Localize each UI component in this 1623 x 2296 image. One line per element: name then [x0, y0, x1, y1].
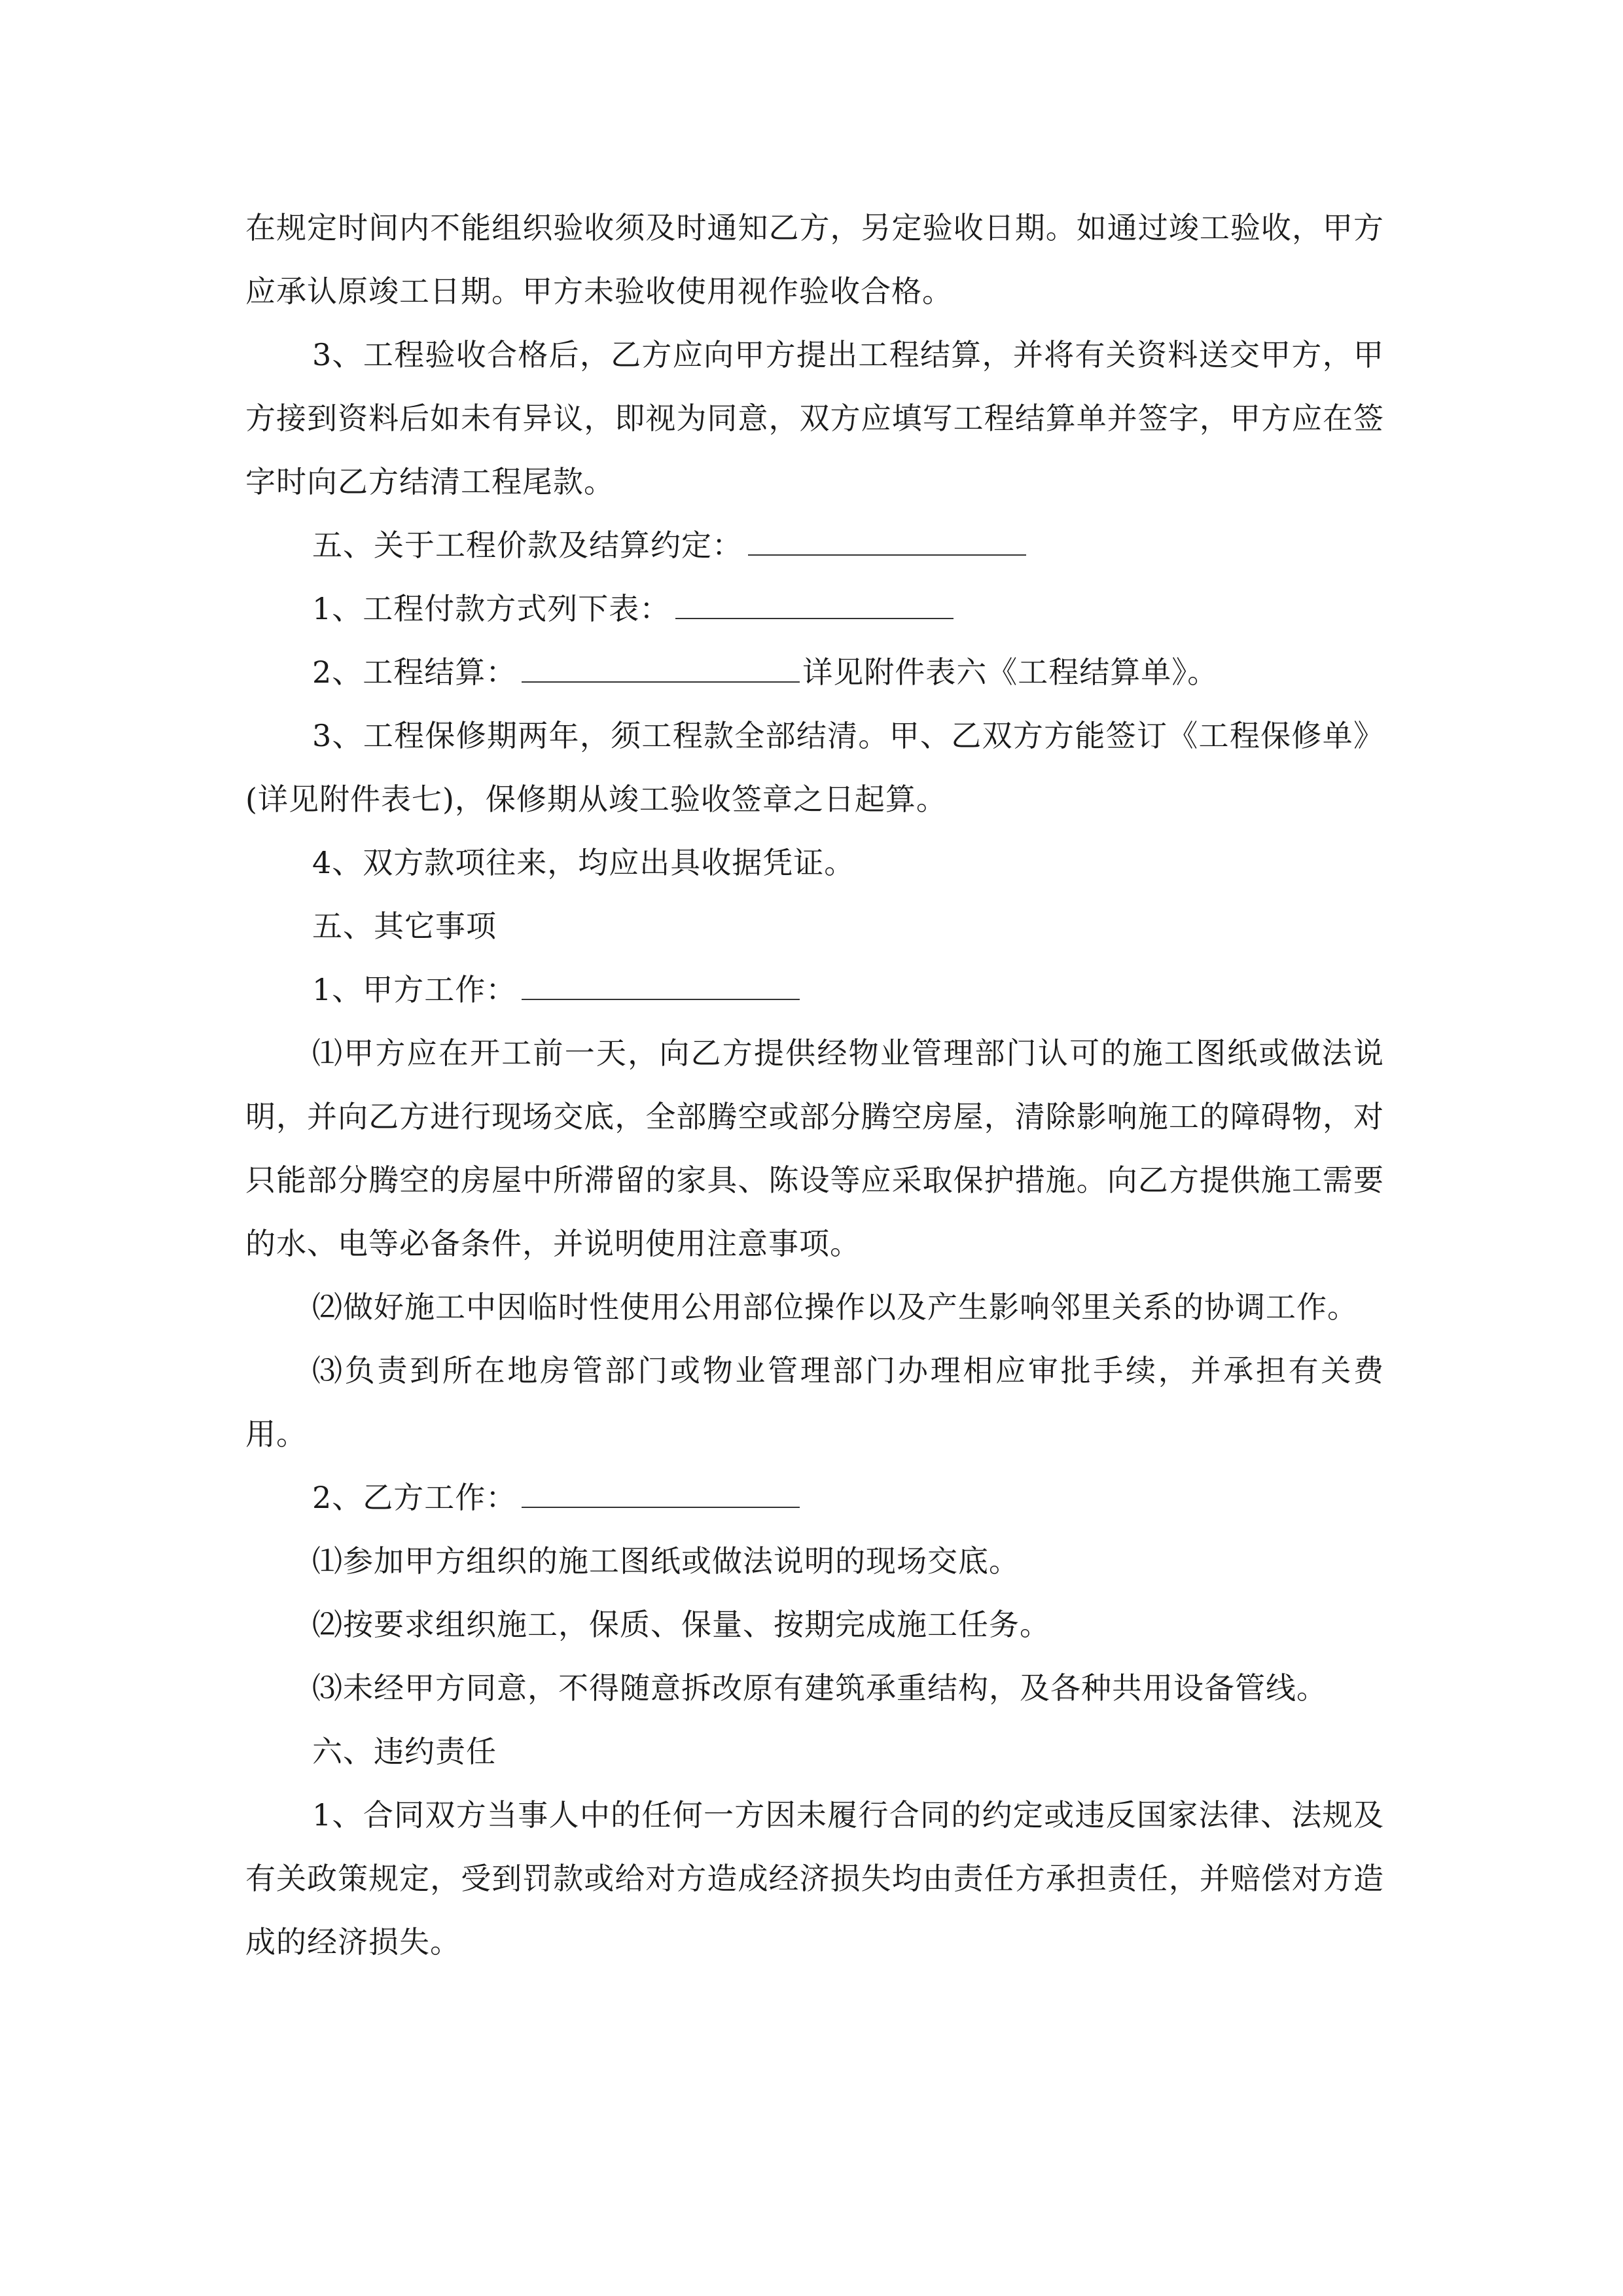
paragraph-suffix-text: 详见附件表六《工程结算单》。: [802, 655, 1219, 690]
fill-in-blank-line[interactable]: [522, 974, 800, 1000]
paragraph-text: ⑴甲方应在开工前一天，向乙方提供经物业管理部门认可的施工图纸或做法说明，并向乙方进行现场交底，全部腾空或部分腾空房屋，清除影响施工的障碍物，对只能部分腾空的房屋中所滞留的家具、陈设等应采取保护措施。向乙方提供施工需要的水、电等必备条件，并说明使用注意事项。: [245, 1035, 1384, 1261]
paragraph-payment-method: [245, 577, 1384, 641]
paragraph-party-a-work: [245, 958, 1384, 1022]
paragraph-text: 1、合同双方当事人中的任何一方因未履行合同的约定或违反国家法律、法规及有关政策规定，受到罚款或给对方造成经济损失均由责任方承担责任，并赔偿对方造成的经济损失。: [245, 1797, 1384, 1960]
section-heading-price-settlement: [245, 514, 1384, 577]
paragraph-party-b-item-2: [245, 1593, 1384, 1657]
document-body: [245, 196, 1384, 1974]
paragraph-text: ⑶未经甲方同意，不得随意拆改原有建筑承重结构，及各种共用设备管线。: [312, 1670, 1327, 1706]
paragraph-party-b-item-3: [245, 1657, 1384, 1720]
fill-in-blank-line[interactable]: [675, 593, 954, 619]
paragraph-text: 六、违约责任: [312, 1734, 497, 1769]
paragraph-text: 3、工程保修期两年，须工程款全部结清。甲、乙双方方能签订《工程保修单》(详见附件表七)，保修期从竣工验收签章之日起算。: [245, 718, 1384, 817]
fill-in-blank-line[interactable]: [748, 529, 1026, 556]
paragraph-breach-liability: [245, 1784, 1384, 1974]
paragraph-party-b-item-1: [245, 1530, 1384, 1593]
paragraph-text: ⑶负责到所在地房管部门或物业管理部门办理相应审批手续，并承担有关费用。: [245, 1353, 1384, 1452]
section-heading-other-matters: [245, 895, 1384, 958]
paragraph-acceptance-deadline: [245, 196, 1384, 323]
paragraph-text: 4、双方款项往来，均应出具收据凭证。: [312, 845, 855, 880]
paragraph-party-a-item-1: [245, 1022, 1384, 1276]
paragraph-text: 在规定时间内不能组织验收须及时通知乙方，另定验收日期。如通过竣工验收，甲方应承认原竣工日期。甲方未验收使用视作验收合格。: [245, 210, 1384, 309]
paragraph-text: ⑵按要求组织施工，保质、保量、按期完成施工任务。: [312, 1607, 1050, 1642]
paragraph-settlement-clause: [245, 323, 1384, 514]
paragraph-party-a-item-2: [245, 1276, 1384, 1339]
fill-in-blank-line[interactable]: [522, 1482, 800, 1508]
paragraph-project-settlement: [245, 641, 1384, 704]
paragraph-text: 1、工程付款方式列下表：: [312, 591, 671, 626]
paragraph-text: 3、工程验收合格后，乙方应向甲方提出工程结算，并将有关资料送交甲方，甲方接到资料后如未有异议，即视为同意，双方应填写工程结算单并签字，甲方应在签字时向乙方结清工程尾款。: [245, 337, 1384, 499]
paragraph-text: ⑴参加甲方组织的施工图纸或做法说明的现场交底。: [312, 1543, 1020, 1579]
paragraph-text: 五、关于工程价款及结算约定：: [312, 528, 743, 563]
paragraph-text: ⑵做好施工中因临时性使用公用部位操作以及产生影响邻里关系的协调工作。: [312, 1289, 1358, 1325]
paragraph-warranty-period: [245, 704, 1384, 831]
paragraph-text: 2、工程结算：: [312, 655, 517, 690]
paragraph-party-a-item-3: [245, 1339, 1384, 1466]
paragraph-text: 1、甲方工作：: [312, 972, 517, 1007]
section-heading-liability: [245, 1720, 1384, 1784]
paragraph-party-b-work: [245, 1466, 1384, 1530]
fill-in-blank-line[interactable]: [522, 656, 800, 683]
paragraph-text: 五、其它事项: [312, 908, 497, 944]
paragraph-receipts: [245, 831, 1384, 895]
paragraph-text: 2、乙方工作：: [312, 1480, 517, 1515]
